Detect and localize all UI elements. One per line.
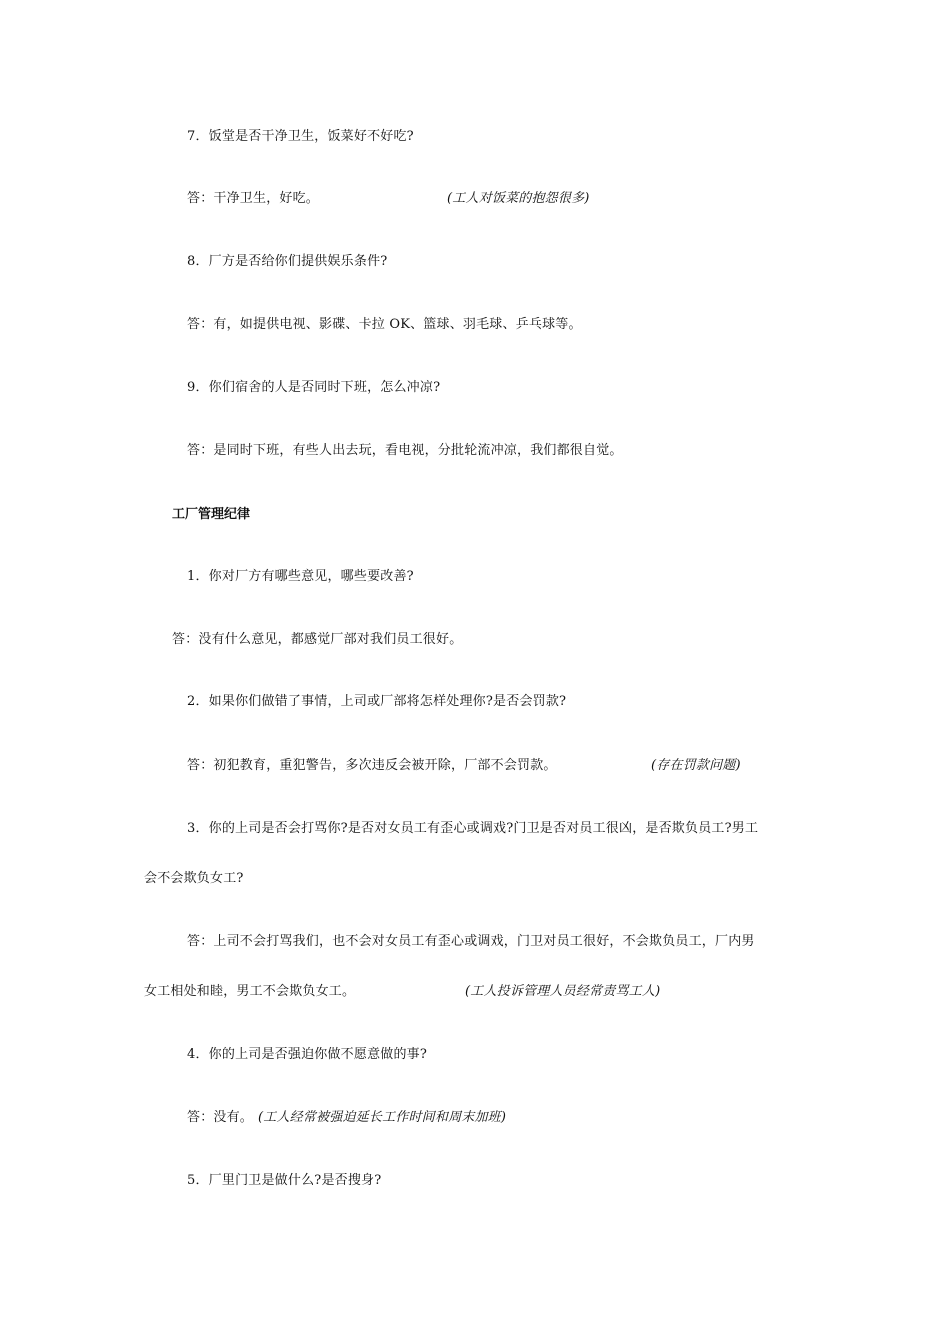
- question-7: 7．饭堂是否干净卫生，饭菜好不好吃?: [187, 129, 414, 144]
- management-answer-4: 答：没有。: [187, 1110, 254, 1125]
- management-answer-2: 答：初犯教育，重犯警告，多次违反会被开除，厂部不会罚款。: [187, 758, 557, 773]
- answer-7-note: (工人对饭菜的抱怨很多): [447, 191, 590, 206]
- management-answer-3-line-2: 女工相处和睦，男工不会欺负女工。: [144, 984, 356, 999]
- management-answer-4-note: (工人经常被强迫延长工作时间和周末加班): [258, 1110, 507, 1125]
- answer-8: 答：有，如提供电视、影碟、卡拉 OK、篮球、羽毛球、乒乓球等。: [187, 317, 582, 332]
- management-question-3-line-2: 会不会欺负女工?: [144, 871, 244, 886]
- management-answer-1: 答：没有什么意见，都感觉厂部对我们员工很好。: [172, 632, 463, 647]
- management-question-2: 2．如果你们做错了事情，上司或厂部将怎样处理你?是否会罚款?: [187, 694, 567, 709]
- management-answer-2-note: (存在罚款问题): [651, 758, 741, 773]
- management-answer-3-note: (工人投诉管理人员经常责骂工人): [465, 984, 661, 999]
- answer-7: 答：干净卫生，好吃。: [187, 191, 320, 206]
- answer-9: 答：是同时下班，有些人出去玩，看电视，分批轮流冲凉，我们都很自觉。: [187, 443, 623, 458]
- management-question-3-line-1: 3．你的上司是否会打骂你?是否对女员工有歪心或调戏?门卫是否对员工很凶，是否欺负员工?男工: [187, 821, 759, 836]
- question-9: 9．你们宿舍的人是否同时下班，怎么冲凉?: [187, 380, 441, 395]
- management-question-1: 1．你对厂方有哪些意见，哪些要改善?: [187, 569, 414, 584]
- management-question-5: 5．厂里门卫是做什么?是否搜身?: [187, 1173, 382, 1188]
- question-8: 8．厂方是否给你们提供娱乐条件?: [187, 254, 388, 269]
- management-question-4: 4．你的上司是否强迫你做不愿意做的事?: [187, 1047, 428, 1062]
- section-heading: 工厂管理纪律: [172, 507, 251, 522]
- management-answer-3-line-1: 答：上司不会打骂我们，也不会对女员工有歪心或调戏，门卫对员工很好，不会欺负员工，厂内男: [187, 934, 755, 949]
